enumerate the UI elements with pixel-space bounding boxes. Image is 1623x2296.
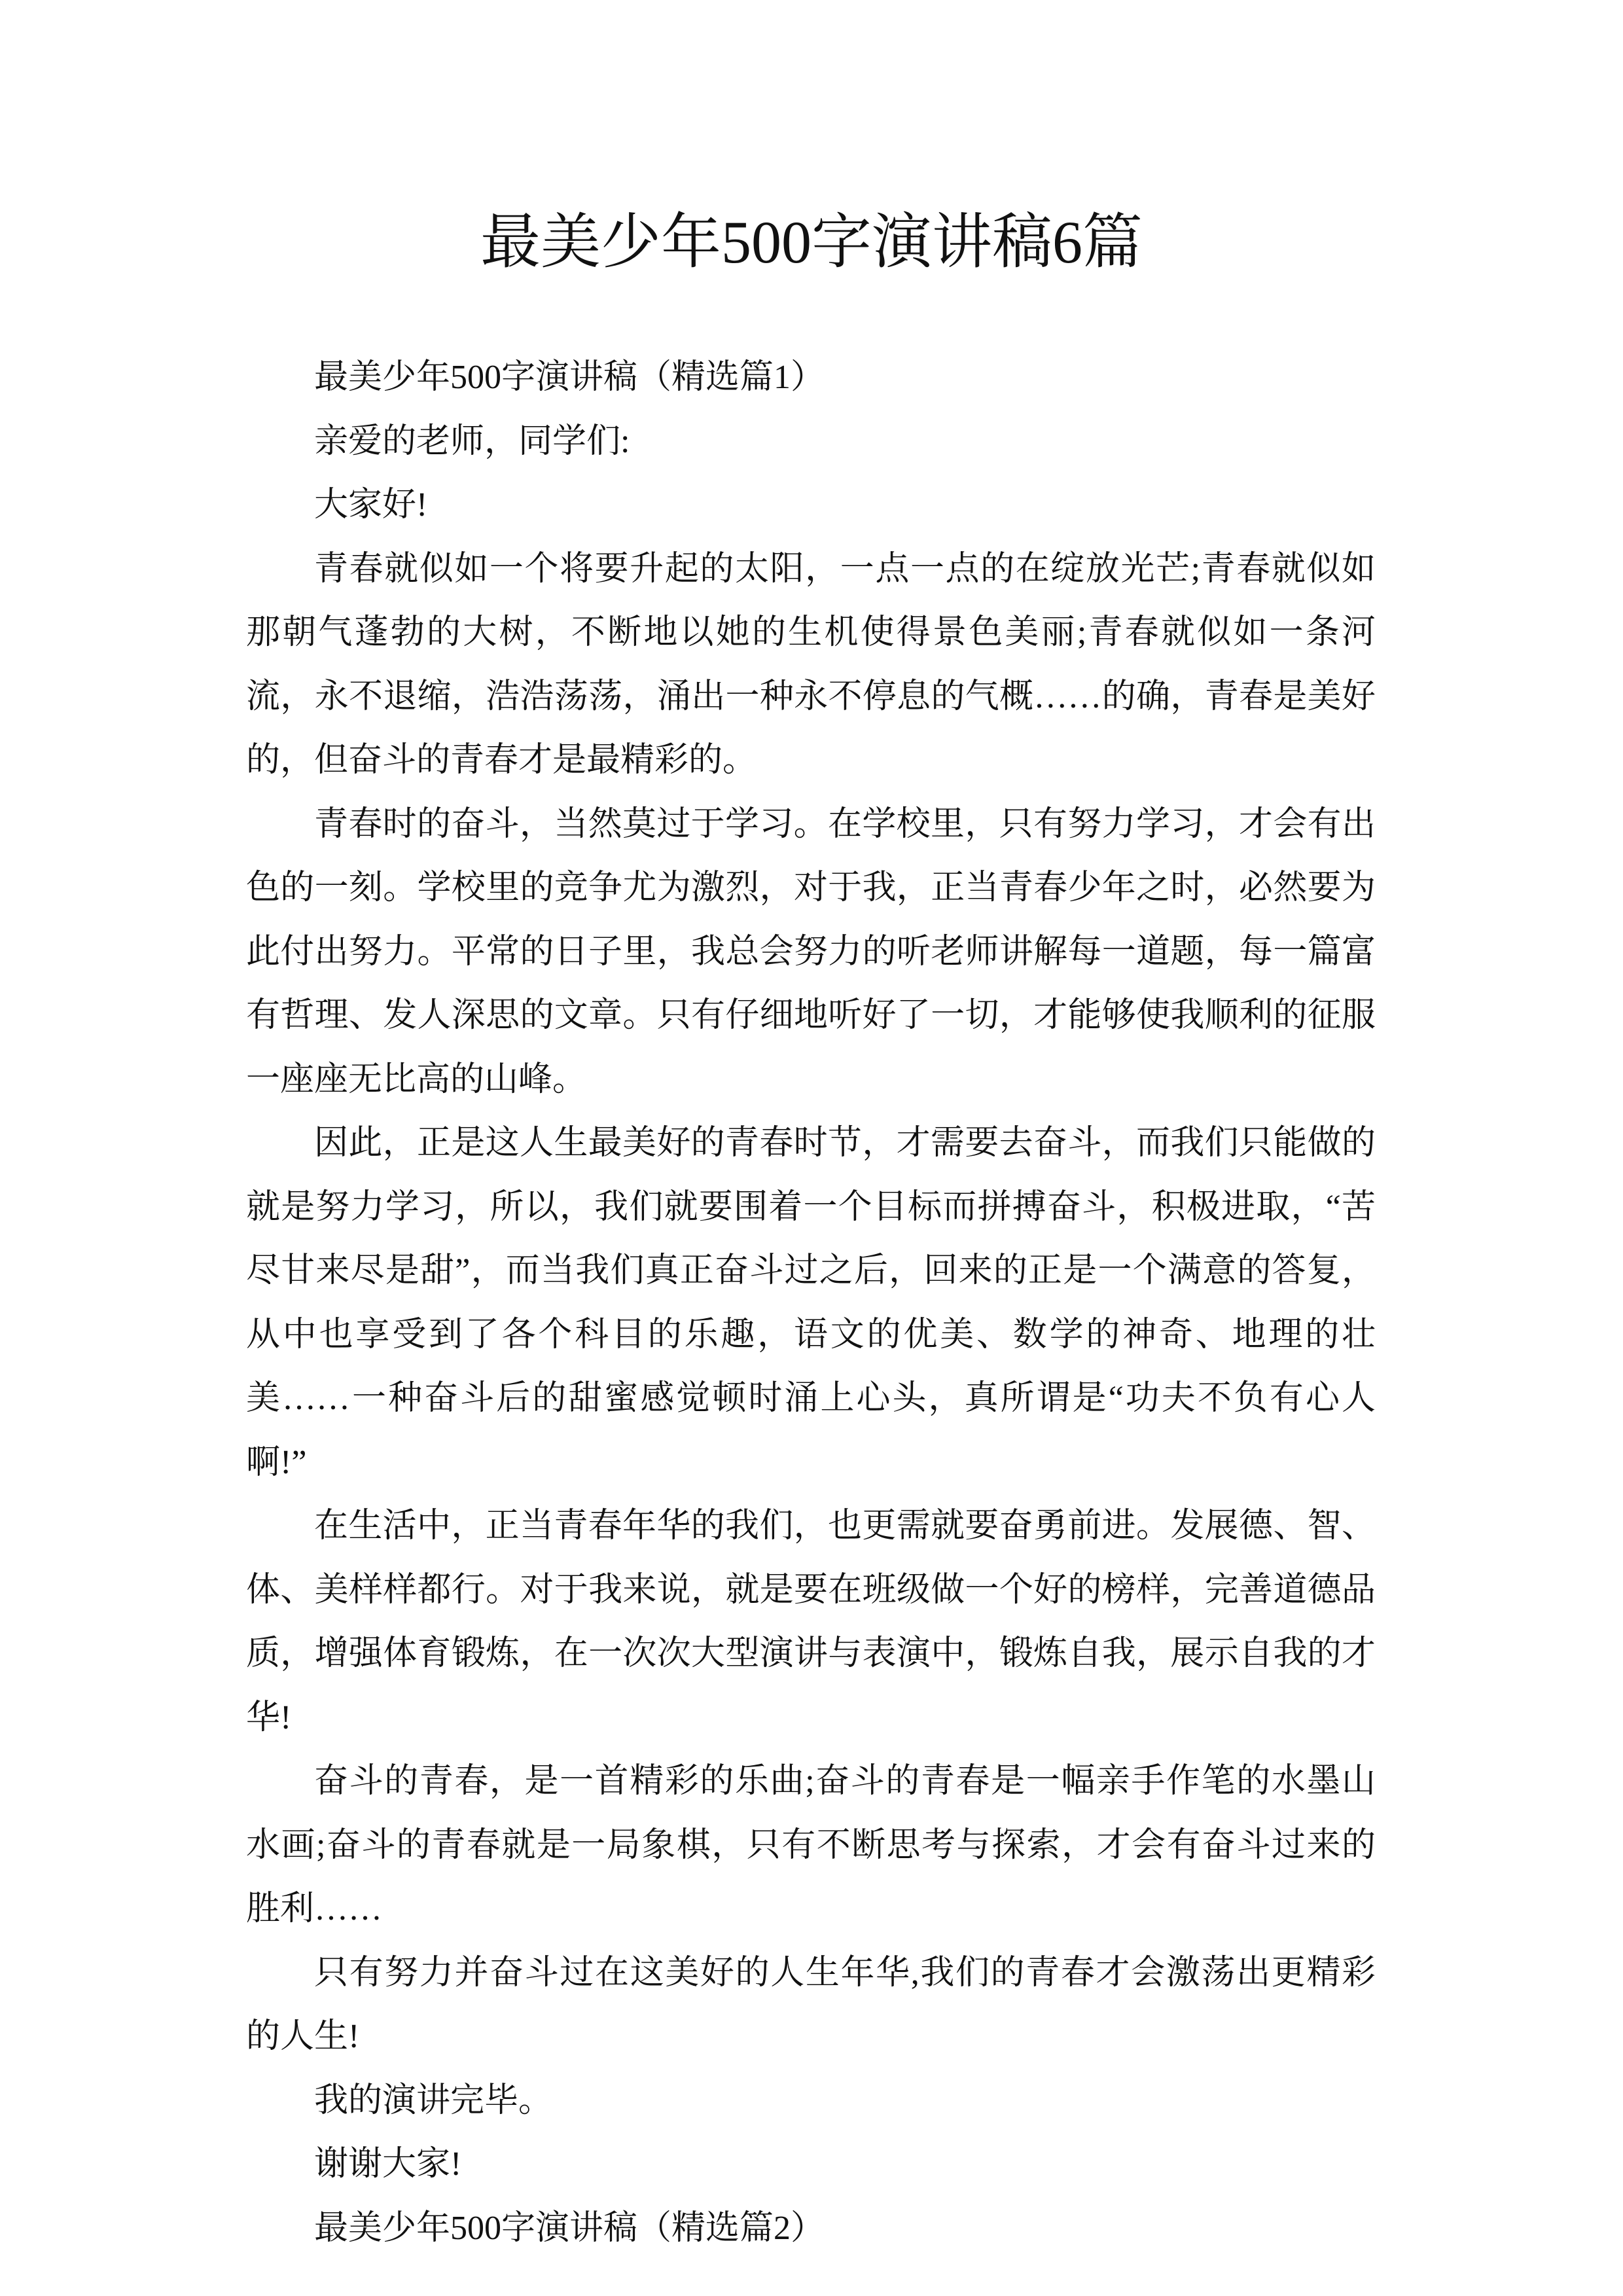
paragraph: 因此，正是这人生最美好的青春时节，才需要去奋斗，而我们只能做的就是努力学习，所以，我们就要围着一个目标而拼搏奋斗，积极进取，“苦尽甘来尽是甜”，而当我们真正奋斗过之后，回来的正是一个满意的答复，从中也享受到了各个科目的乐趣，语文的优美、数学的神奇、地理的壮美……一种奋斗后的甜蜜感觉顿时涌上心头，真所谓是“功夫不负有心人啊!” (246, 1124, 1376, 1481)
paragraph: 在生活中，正当青春年华的我们，也更需就要奋勇前进。发展德、智、体、美样样都行。对于我来说，就是要在班级做一个好的榜样，完善道德品质，增强体育锻炼，在一次次大型演讲与表演中，锻炼自我，展示自我的才华! (246, 1507, 1376, 1736)
section-heading: 最美少年500字演讲稿（精选篇2） (314, 2209, 825, 2247)
salutation: 亲爱的老师，同学们: (314, 422, 630, 460)
thanks: 谢谢大家! (314, 2145, 462, 2183)
document-title: 最美少年500字演讲稿6篇 (480, 209, 1143, 276)
paragraph: 奋斗的青春，是一首精彩的乐曲;奋斗的青春是一幅亲手作笔的水墨山水画;奋斗的青春就是一局象棋，只有不断思考与探索，才会有奋斗过来的胜利…… (246, 1763, 1376, 1928)
document-body (246, 346, 1376, 2260)
greeting: 大家好! (314, 486, 428, 524)
closing: 我的演讲完毕。 (314, 2081, 553, 2119)
paragraph: 只有努力并奋斗过在这美好的人生年华,我们的青春才会激荡出更精彩的人生! (246, 1954, 1376, 2055)
paragraph: 青春时的奋斗，当然莫过于学习。在学校里，只有努力学习，才会有出色的一刻。学校里的竞争尤为激烈，对于我，正当青春少年之时，必然要为此付出努力。平常的日子里，我总会努力的听老师讲解每一道题，每一篇富有哲理、发人深思的文章。只有仔细地听好了一切，才能够使我顺利的征服一座座无比高的山峰。 (246, 805, 1376, 1098)
section-heading: 最美少年500字演讲稿（精选篇1） (314, 359, 825, 396)
paragraph: 青春就似如一个将要升起的太阳，一点一点的在绽放光芒;青春就似如那朝气蓬勃的大树，不断地以她的生机使得景色美丽;青春就似如一条河流，永不退缩，浩浩荡荡，涌出一种永不停息的气概……的确，青春是美好的，但奋斗的青春才是最精彩的。 (246, 550, 1376, 779)
